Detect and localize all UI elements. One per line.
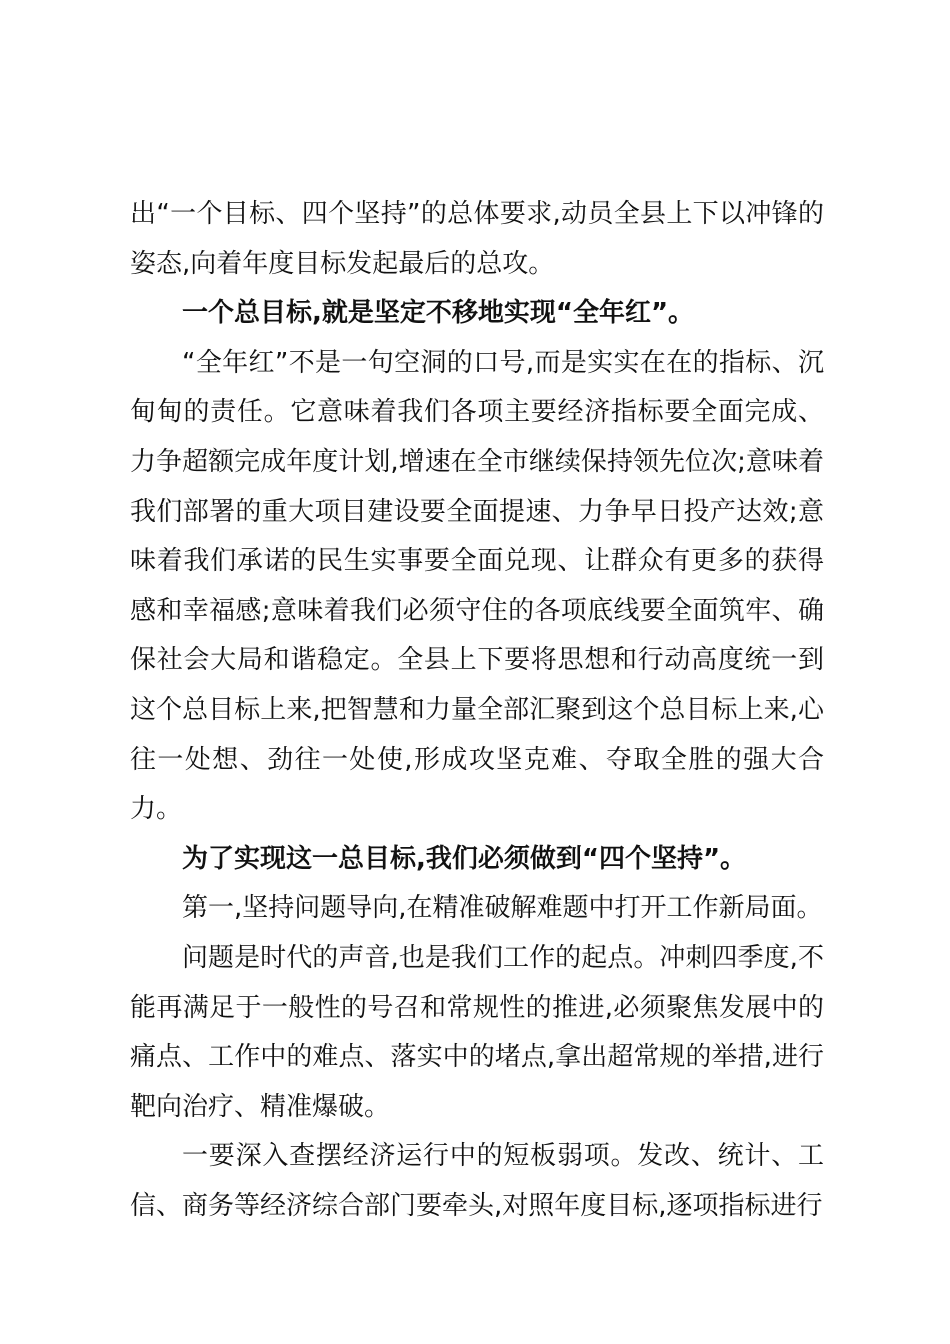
document-body bbox=[130, 190, 824, 1231]
subheading-first-point: 第一,坚持问题导向,在精准破解难题中打开工作新局面。 bbox=[182, 893, 823, 924]
paragraph-continuation: 出“一个目标、四个坚持”的总体要求,动员全县上下以冲锋的姿态,向着年度目标发起最后的总攻。 bbox=[130, 199, 824, 279]
paragraph-full-year-red: “全年红”不是一句空洞的口号,而是实实在在的指标、沉甸甸的责任。它意味着我们各项主要经济指标要全面完成、力争超额完成年度计划,增速在全市继续保持领先位次;意味着我们部署的重大项目建设要全面提速、力争早日投产达效;意味着我们承诺的民生实事要全面兑现、让群众有更多的获得感和幸福感;意味着我们必须守住的各项底线要全面筑牢、确保社会大局和谐稳定。全县上下要将思想和行动高度统一到这个总目标上来,把智慧和力量全部汇聚到这个总目标上来,心往一处想、劲往一处使,形成攻坚克难、夺取全胜的强大合力。 bbox=[130, 347, 824, 825]
heading-four-persistences: 为了实现这一总目标,我们必须做到“四个坚持”。 bbox=[182, 843, 747, 874]
paragraph-short-board: 一要深入查摆经济运行中的短板弱项。发改、统计、工信、商务等经济综合部门要牵头,对照年度目标,逐项指标进行 bbox=[130, 1141, 824, 1221]
paragraph-problem-oriented: 问题是时代的声音,也是我们工作的起点。冲刺四季度,不能再满足于一般性的号召和常规性的推进,必须聚焦发展中的痛点、工作中的难点、落实中的堵点,拿出超常规的举措,进行靶向治疗、精准爆破。 bbox=[130, 942, 824, 1122]
heading-overall-goal: 一个总目标,就是坚定不移地实现“全年红”。 bbox=[182, 298, 695, 329]
